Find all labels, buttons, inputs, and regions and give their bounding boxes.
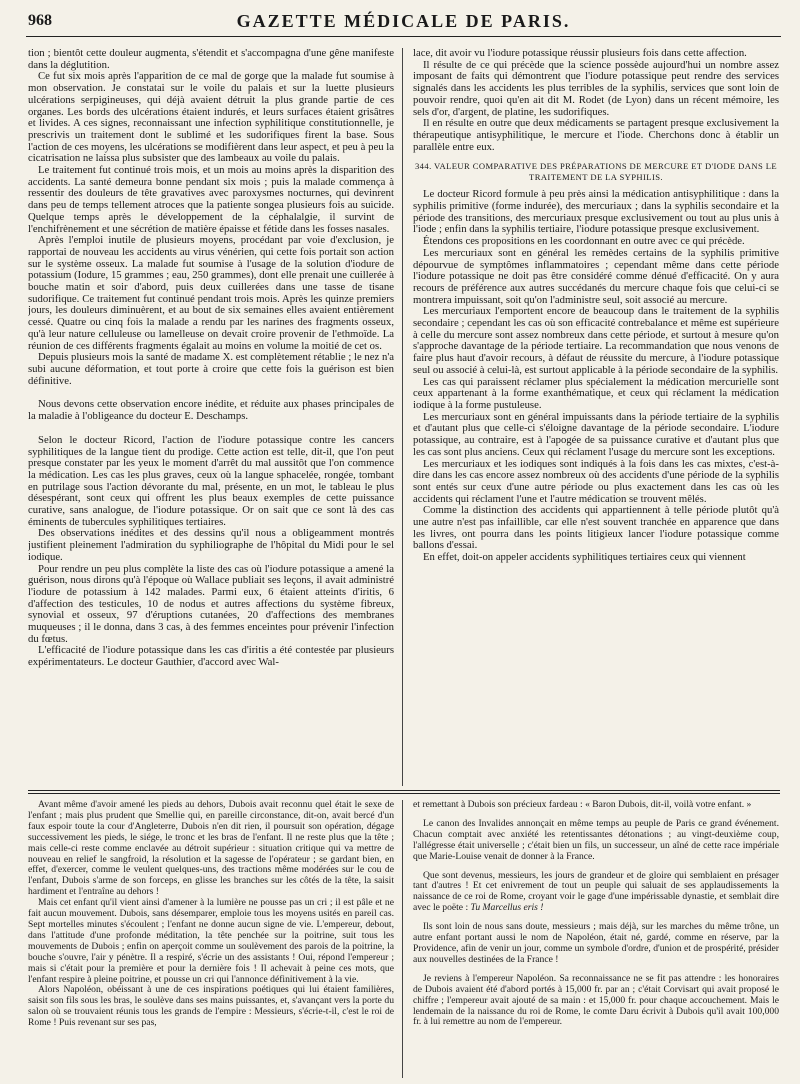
paragraph: Mais cet enfant qu'il vient ainsi d'amener à la lumière ne pousse pas un cri ; il est pâle et ne fait aucun mouvement. Dubois, sans désemparer, emploie tous les moyens usités en pareil cas. Sept mortelles minutes s'écoulent ; l'enfant ne donne aucun signe de vie. L'empereur, debout, dans l'attitude d'une profonde méditation, la tête penchée sur la poitrine, suit tous les mouvements de Dubois ; enfin on aperçoit comme un soulèvement des parois de la poitrine, la bouche s'ouvre, l'air y pénètre. Il a respiré, s'écrie un des assistants ! Oui, répond l'empereur ; mais si c'était pour la première et pour la dernière fois ! Il achevait à peine ces mots, que l'enfant respire à pleine poitrine, et pousse un cri qui l'annonce définitivement à la vie. (28, 897, 394, 985)
paragraph-text: Que sont devenus, messieurs, les jours de grandeur et de gloire qui semblaient en présager tant d'autres ! Et cet enivrement de tout un peuple qui saluait de ses applaudissements la naissance de ce roi de Rome, croyant voir le gage d'une impérissable dynastie, et semblait dire avec le poëte : (413, 869, 779, 914)
paragraph: Des observations inédites et des dessins qu'il nous a obligeamment montrés justifient pleinement l'admiration du syphiliographe de l'hôpital du Midi pour le sel iodique. (28, 527, 394, 563)
quotation: Tu Marcellus eris ! (470, 902, 544, 914)
paragraph: L'efficacité de l'iodure potassique dans les cas d'iritis a été contestée par plusieurs expérimentateurs. Le docteur Gauthier, d'accord avec Wal- (28, 644, 394, 669)
paragraph: Les mercuriaux et les iodiques sont indiqués à la fois dans les cas mixtes, c'est-à-dire dans les cas encore assez nombreux où des accidents d'une période de la syphilis sont entés sur ceux d'une autre période ou plus exactement dans les cas où les accidents qui réclament l'une et l'autre médication se trouvent mêlés. (413, 457, 779, 505)
paragraph: Le traitement fut continué trois mois, et un mois au moins après la disparition des accidents. La santé demeura bonne pendant six mois ; puis la malade commença à ressentir des douleurs de tête gravatives avec paroxysmes nocturnes, qui devinrent dans peu de temps tellement atroces que la patiente songea plusieurs fois au suicide. Quelque temps après le développement de la céphalalgie, il survint de l'enchifrènement et une sécrétion de matière épaisse et fétide dans les fosses nasales. (28, 164, 394, 235)
paragraph: Pour rendre un peu plus complète la liste des cas où l'iodure potassique a amené la guérison, nous dirons qu'à l'époque où Wallace publiait ses leçons, il avait administré l'iodure de potassium à 142 malades. Parmi eux, 6 étaient atteints d'iritis, 6 d'affection des testicules, 10 de nodus et autres affections du système fibreux, synovial et osseux, 97 d'éruptions cutanées, 20 d'affections des membranes muqueuses ; il le donna, dans 3 cas, à des femmes enceintes pour prévenir l'infection du fœtus. (28, 562, 394, 645)
paragraph: Je reviens à l'empereur Napoléon. Sa reconnaissance ne se fit pas attendre : les honoraires de Dubois avaient été d'abord portés à 15,000 fr. par an ; c'était Corvisart qui avait proposé le chiffre ; l'empereur avait ajouté de sa main : et 15,000 fr. pour chaque accouchement. Mais le lendemain de la naissance du roi de Rome, le comte Daru écrivit à Dubois qu'il avait 100,000 fr. à lui remettre au nom de l'empereur. (413, 972, 779, 1028)
paragraph: Depuis plusieurs mois la santé de madame X. est complètement rétablie ; le nez n'a subi aucune déformation, et tout porte à croire que cette fois la guérison est bien définitive. (28, 351, 394, 387)
paragraph: Après l'emploi inutile de plusieurs moyens, procédant par voie d'exclusion, je rapportai de nouveau les accidents au virus vénérien, qui cette fois portait son action sur le système osseux. La malade fut soumise à l'usage de la solution d'iodure de potassium (Iodure, 15 grammes ; eau, 250 grammes), dont elle prenait une cuillerée à bouche matin et soir d'abord, puis deux cuillerées dans une tasse de tisane sudorifique. Ce traitement fut continué pendant trois mois. Après les quinze premiers jours, les douleurs diminuèrent, et au bout de six semaines elles avaient entièrement cessé. Quatre ou cinq fois la malade a rendu par les narines des fragments osseux, qu'à leur nature celluleuse ou lamelleuse on devait croire provenir de l'ethmoïde. La réunion de ces différents fragments égalait au moins en volume la moitié de cet os. (28, 234, 394, 352)
paragraph: Les cas qui paraissent réclamer plus spécialement la médication mercurielle sont ceux appartenant à la forme exanthématique, et ceux qui réclament la médication iodique à la forme pustuleuse. (413, 375, 779, 411)
paragraph: En effet, doit-on appeler accidents syphilitiques tertiaires ceux qui viennent (423, 551, 746, 564)
column-divider (402, 48, 403, 786)
paragraph: Les mercuriaux sont en général impuissants dans la période tertiaire de la syphilis et d'autant plus que celle-ci s'éloigne davantage de la période secondaire. L'iodure potassique, au contraire, est à l'apogée de sa puissance curative et d'autant plus que les cas sont plus anciens. Ceux qui réclament l'usage du mercure sont les exceptions. (413, 410, 779, 458)
feuilleton (28, 800, 780, 1078)
feuilleton-rule (28, 790, 780, 791)
page-number: 968 (28, 12, 52, 29)
paragraph: Ce fut six mois après l'apparition de ce mal de gorge que la malade fut soumise à mon observation. Je constatai sur le voile du palais et sur la luette plusieurs ulcérations serpigineuses, qui déjà avaient détruit la plus grande partie de ces organes. Les bords des ulcérations étaient indurés, et leurs surfaces étaient grisâtres et livides. A ces signes, reconnaissant une infection syphilitique constitutionnelle, je prescrivis un traitement dont le sublimé et les sudorifiques firent la base. Sous l'action de ces moyens, les ulcérations se modifièrent dans leur aspect, et peu à peu la cicatrisation ne laissa plus subsister que des lambeaux au voile du palais. (28, 70, 394, 165)
paragraph: Comme la distinction des accidents qui appartiennent à telle période plutôt qu'à une autre n'est pas infaillible, car elle n'est souvent tranchée en apparence que dans les livres, ont pourra dans les points litigieux lancer l'iodure potassique comme ballons d'essai. (413, 504, 779, 552)
paragraph: Alors Napoléon, obéissant à une de ces inspirations poétiques qui lui étaient familières, saisit son fils sous les bras, le soulève dans ses mains puissantes, et, s'avançant vers la porte du salon où se trouvaient réunis tous les grands de l'empire : Messieurs, s'écrie-t-il, c'est le roi de Rome ! Puis revenant sur ses pas, (28, 984, 394, 1029)
section-heading: 344. VALEUR COMPARATIVE DES PRÉPARATIONS DE MERCURE ET D'IODE DANS LE TRAITEMENT DE LA SYPHILIS. (414, 161, 778, 183)
paragraph: Les mercuriaux sont en général les remèdes certains de la syphilis primitive dépourvue de symptômes inflammatoires ; cependant même dans cette période l'iodure potassique ne doit pas être considéré comme dénué d'efficacité. On y aura recours de préférence aux autres succédanés du mercure chaque fois que celui-ci se montrera impuissant, soit qu'on l'administre seul, soit associé au mercure. (413, 246, 779, 306)
page-header (26, 8, 781, 37)
feuilleton-divider (402, 800, 403, 1078)
paragraph: et remettant à Dubois son précieux fardeau : « Baron Dubois, dit-il, voilà votre enfant. » (413, 800, 752, 810)
paragraph: Selon le docteur Ricord, l'action de l'iodure potassique contre les cancers syphilitiques de la langue tient du prodige. Cette action est telle, dit-il, que l'on peut presque constater par les yeux le moment d'arrêt du mal aussitôt que l'on commence la médication. Les cas les plus graves, ceux où la langue sphacelée, rongée, tombant en putrilage sous l'action dévorante du mal, présente, en un mot, le tableau le plus désespérant, sont ceux qui offrent les plus beaux exemples de cette puissance curative, sans analogue, de l'iodure potassique. Or on sait que ce sont là des cas éminents de tubercules syphilitiques tertiaires. (28, 433, 394, 528)
right-column (413, 48, 779, 786)
left-column (28, 48, 394, 786)
main-article (28, 48, 780, 786)
paragraph: Étendons ces propositions en les coordonnant en outre avec ce qui précède. (423, 235, 745, 248)
paragraph: tion ; bientôt cette douleur augmenta, s'étendit et s'accompagna d'une gêne manifeste dans la déglutition. (28, 48, 394, 71)
paragraph: Il en résulte en outre que deux médicaments se partagent presque exclusivement la thérapeutique antisyphilitique, le mercure et l'iode. Cherchons donc à établir un parallèle entre eux. (413, 117, 779, 153)
paragraph: Il résulte de ce qui précède que la science possède aujourd'hui un nombre assez imposant de faits qui démontrent que l'iodure potassique peut rendre des services signalés dans les accidents les plus terribles de la syphilis, services que sont loin de pouvoir rendre, quoi qu'en ait dit M. Rodet (de Lyon) dans un récent mémoire, les sels d'or, d'argent, de platine, les sudorifiques. (413, 58, 779, 118)
paragraph: Le docteur Ricord formule à peu près ainsi la médication antisyphilitique : dans la syphilis primitive (forme indurée), des mercuriaux ; dans la syphilis secondaire et la période des transitions, des mercuriaux presque exclusivement ou tout au plus unis à l'iode ; enfin dans la syphilis tertiaire, l'iodure potassique presque exclusivement. (413, 188, 779, 236)
journal-title: GAZETTE MÉDICALE DE PARIS. (236, 11, 571, 31)
paragraph: Nous devons cette observation encore inédite, et réduite aux phases principales de la maladie à l'obligeance du docteur E. Deschamps. (28, 398, 394, 423)
feuilleton-rule-thin (28, 793, 780, 794)
paragraph: Le canon des Invalides annonçait en même temps au peuple de Paris ce grand événement. Chacun comptait avec anxiété les retentissantes détonations ; au vingt-deuxième coup, l'allégresse était universelle ; c'était bien un fils, un successeur, un aîné de cette race impériale que Marie-Louise venait de donner à la France. (413, 817, 779, 862)
paragraph: Les mercuriaux l'emportent encore de beaucoup dans le traitement de la syphilis secondaire ; cependant les cas où son efficacité contrebalance et même est supérieure à celle du mercure sont assez nombreux dans cette période, et surtout à mesure qu'on s'approche davantage de la période tertiaire. La recommandation que nous venons de faire plus haut d'avoir recours, à défaut de réussite du mercure, à l'iodure potassique seul ou associé à celui-là, est surtout applicable à la période secondaire de la syphilis. (413, 305, 779, 376)
paragraph (413, 871, 779, 915)
paragraph: Avant même d'avoir amené les pieds au dehors, Dubois avait reconnu quel était le sexe de l'enfant ; mais plus prudent que Smellie qui, en pareille circonstance, dit-on, avait bercé d'un faux espoir toute la cour d'Angleterre, Dubois n'en dit rien, il poursuit son opération, dégage successivement les pieds, le siége, le tronc et les bras de l'enfant. Il ne reste plus que la tête ; mais celle-ci reste comme enclavée au détroit supérieur : situation critique qui va mettre de nouveau en relief le sangfroid, la résolution et la sagesse de l'opérateur ; se gardant bien, en effet, d'exercer, comme le veulent quelques-uns, des tractions même modérées sur le cou de l'enfant, Dubois s'arme de son forceps, en glisse les branches sur les côtés de la tête, la saisit hardiment et l'entraîne au dehors ! (28, 800, 394, 898)
feuilleton-left-column (28, 800, 394, 1078)
paragraph: lace, dit avoir vu l'iodure potassique réussir plusieurs fois dans cette affection. (413, 48, 747, 59)
paragraph: Ils sont loin de nous sans doute, messieurs ; mais déjà, sur les marches du même trône, un autre enfant portant aussi le nom de Napoléon, était né, gardé, comme en réserve, par la Providence, afin de venir un jour, comme un symbole d'ordre, d'union et de prospérité, présider aux nouvelles destinées de la France ! (413, 921, 779, 965)
feuilleton-right-column (413, 800, 779, 1078)
